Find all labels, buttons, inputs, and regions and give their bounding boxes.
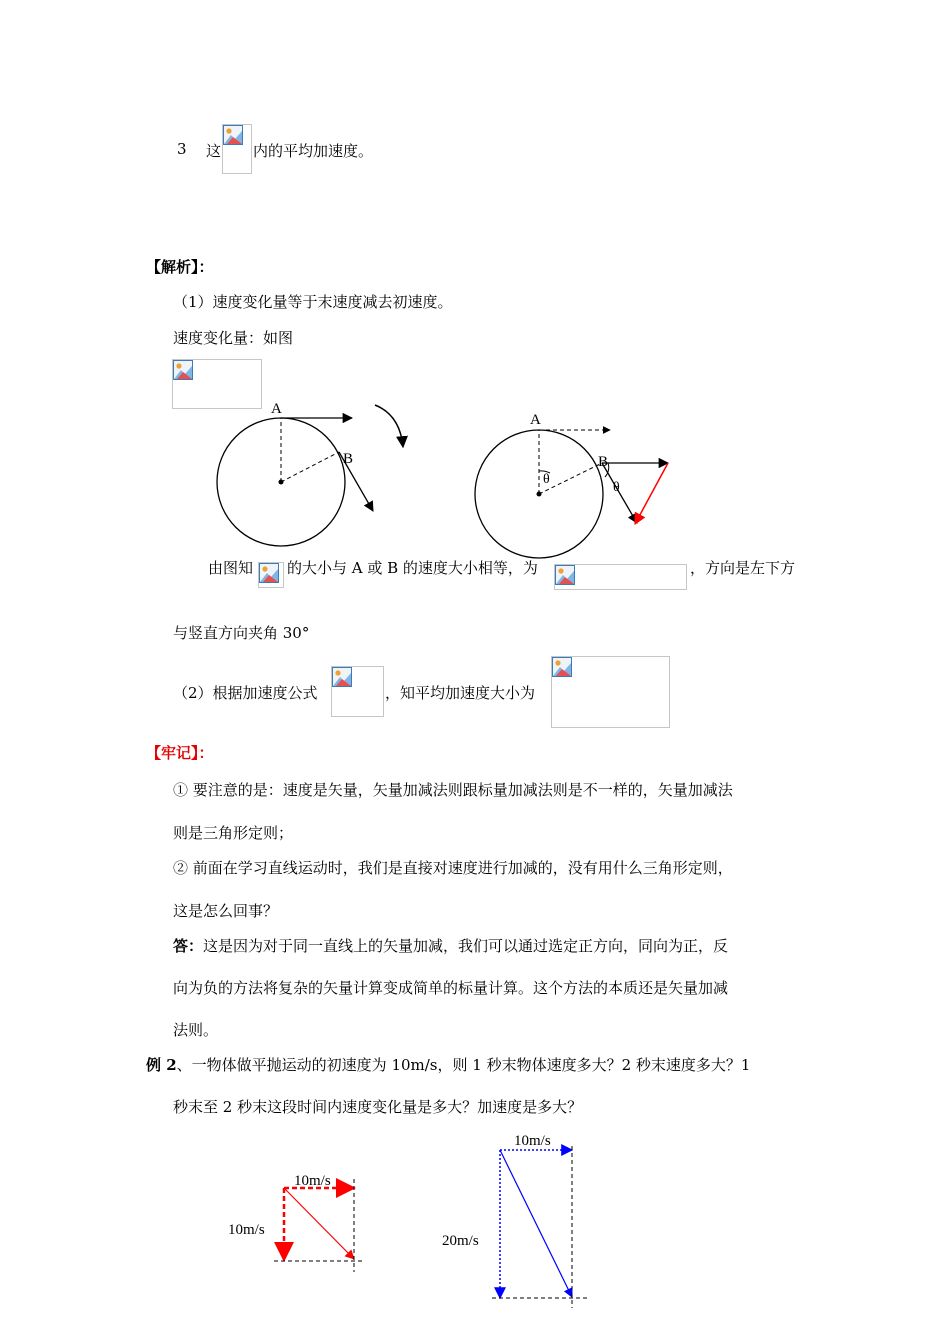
note-heading: 【牢记】：	[146, 744, 214, 762]
example-line2: 秒末至 2 秒末这段时间内速度变化量是多大？加速度是多大？	[173, 1098, 583, 1116]
image-placeholder-icon	[555, 565, 575, 585]
rotation-arrow	[375, 405, 403, 447]
label-b: B	[598, 454, 609, 470]
label-a: A	[271, 401, 282, 417]
acceleration-value-image	[551, 656, 670, 728]
analysis-line5-pre: （2）根据加速度公式	[173, 684, 318, 702]
formula-image	[222, 124, 252, 174]
label-a: A	[530, 412, 541, 428]
analysis-line3-post: ，方向是左下方	[690, 559, 796, 577]
circle-motion-figure-1	[200, 395, 430, 565]
circle-motion-figure-2	[460, 405, 690, 575]
theta-label-1: θ	[543, 472, 550, 487]
analysis-line1: （1）速度变化量等于末速度减去初速度。	[173, 293, 453, 311]
analysis-heading: 【解析】：	[146, 258, 214, 276]
answer-label: 答：	[173, 937, 204, 955]
analysis-line3-pre: 由图知	[208, 559, 254, 577]
image-placeholder-icon	[259, 563, 279, 583]
note-p2-line2: 这是怎么回事？	[173, 902, 279, 920]
vector-figure-2s	[440, 1130, 600, 1310]
theta-label-2: θ	[613, 480, 620, 495]
magnitude-image	[554, 564, 687, 590]
velocity-change-arrow	[635, 463, 668, 524]
label-b: B	[343, 451, 354, 467]
note-p1-line1: ① 要注意的是：速度是矢量，矢量加减法则跟标量加减法则是不一样的，矢量加减法	[173, 781, 733, 799]
delta-v-image	[258, 562, 284, 588]
top-velocity-label: 10m/s	[294, 1173, 331, 1189]
example-label: 例 2	[146, 1056, 177, 1074]
image-placeholder-icon	[223, 125, 243, 145]
question-number: 3	[177, 140, 187, 158]
analysis-line2: 速度变化量：如图	[173, 329, 294, 347]
radius-to-b	[281, 452, 339, 482]
vector-figure-1s	[220, 1165, 380, 1285]
note-p2-line1: ② 前面在学习直线运动时，我们是直接对速度进行加减的，没有用什么三角形定则，	[173, 859, 733, 877]
analysis-line4: 与竖直方向夹角 30°	[173, 624, 310, 642]
answer-line3: 法则。	[173, 1021, 219, 1039]
analysis-line3-mid: 的大小与 A 或 B 的速度大小相等，为	[287, 559, 538, 577]
question-text-pre: 这	[206, 142, 222, 160]
top-velocity-label: 10m/s	[514, 1133, 551, 1149]
acceleration-formula-image	[331, 666, 384, 717]
question-text-post: 内的平均加速度。	[253, 142, 374, 160]
resultant-velocity-arrow	[284, 1188, 354, 1259]
side-velocity-label: 10m/s	[228, 1222, 265, 1238]
side-velocity-label: 20m/s	[442, 1233, 479, 1249]
analysis-line5-post: ，知平均加速度大小为	[385, 684, 536, 702]
image-placeholder-icon	[552, 657, 572, 677]
image-placeholder-icon	[173, 360, 193, 380]
note-p1-line2: 则是三角形定则；	[173, 824, 294, 842]
resultant-velocity-arrow	[500, 1150, 572, 1297]
answer-line1: 这是因为对于同一直线上的矢量加减，我们可以通过选定正方向，同向为正，反	[203, 937, 729, 955]
answer-line2: 向为负的方法将复杂的矢量计算变成简单的标量计算。这个方法的本质还是矢量加减	[173, 979, 729, 997]
image-placeholder-icon	[332, 667, 352, 687]
example-line1: 、一物体做平抛运动的初速度为 10m/s，则 1 秒末物体速度多大？2 秒末速度多大？1	[176, 1056, 751, 1074]
